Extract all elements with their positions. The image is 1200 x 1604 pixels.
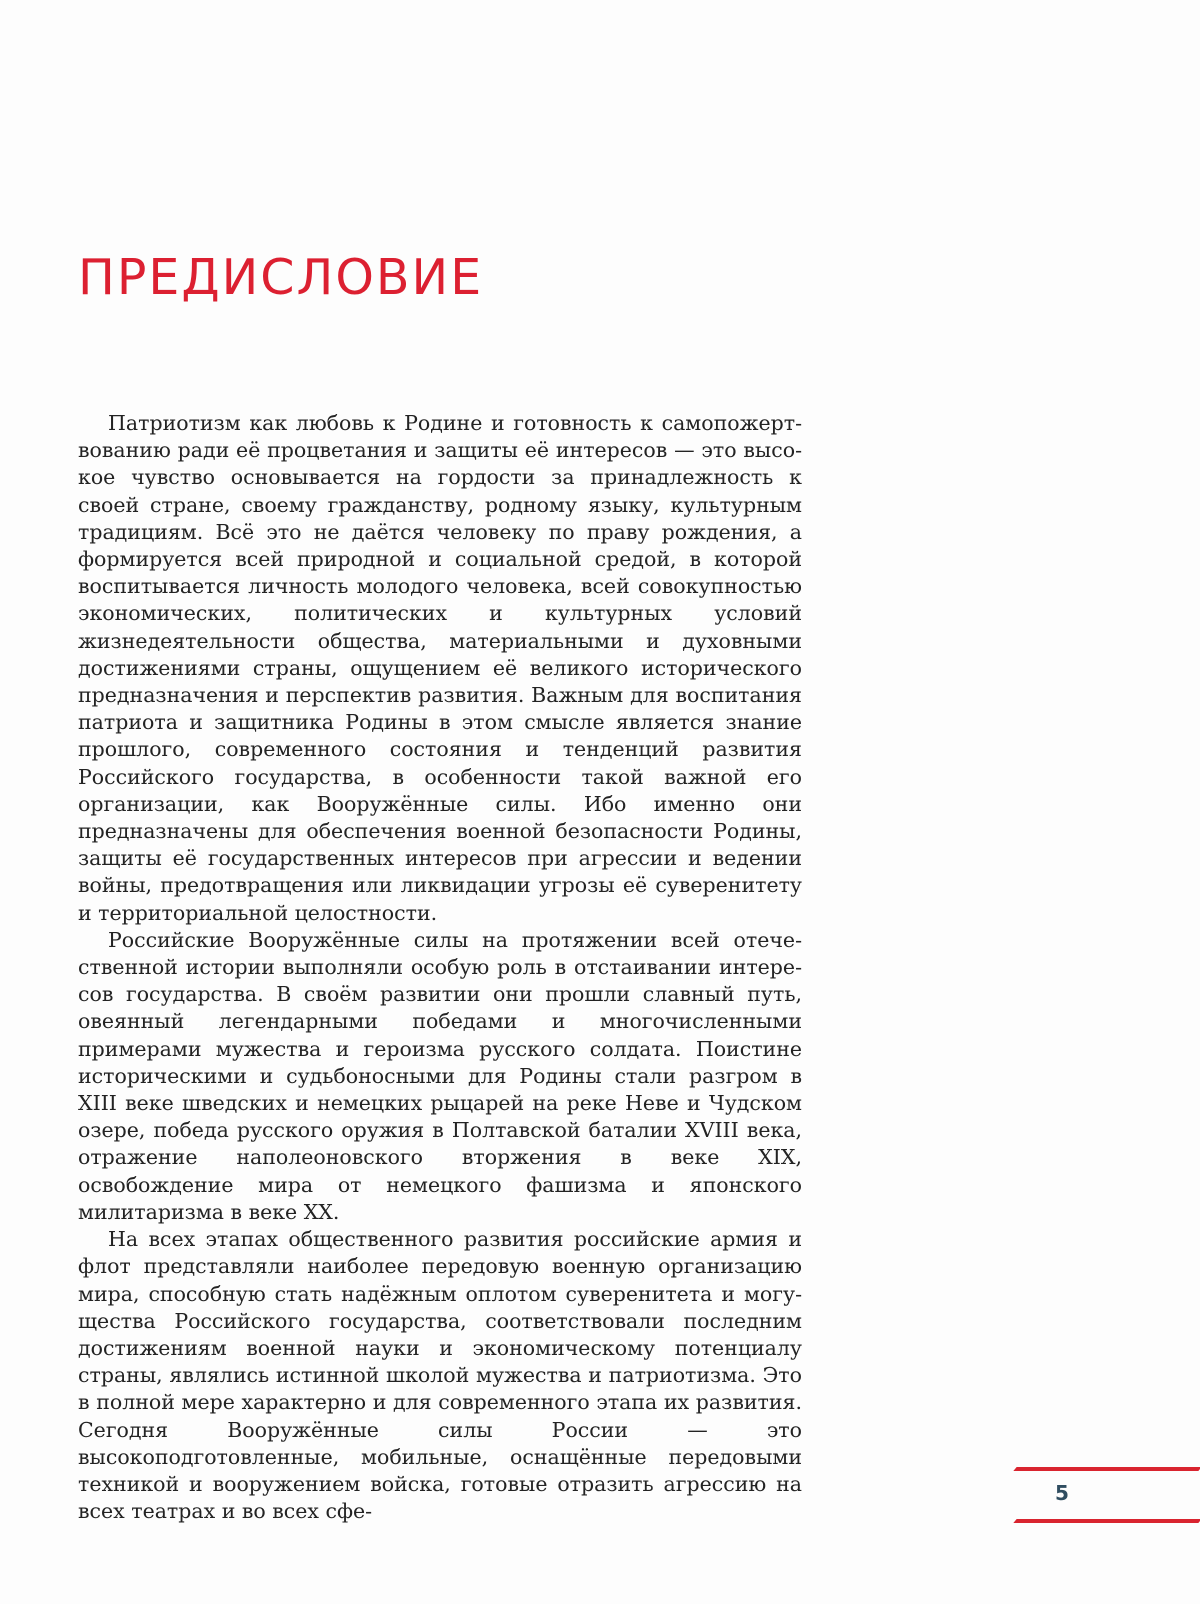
paragraph: На всех этапах общественного развития российские армия и флот представляли наиболее передовую военную организацию мира, способную стать надёжным оплотом суверенитета и могущества Российского государства, соответствовали последним достижениям военной науки и экономическому потенциалу страны, являлись истинной школой мужества и патриотизма. Это в полной мере характерно и для современного этапа их развития. Сегодня Вооружённые силы России — это высокоподготовленные, мобильные, оснащённые передовыми техникой и вооружением войска, готовые отразить агрессию на всех театрах и во всех сфе-: [78, 1227, 802, 1524]
page-number: 5: [1055, 1481, 1069, 1505]
page-number-tab: [1015, 1467, 1200, 1523]
preface-text: [78, 410, 802, 1525]
page-tab-top-line: [1013, 1467, 1200, 1471]
paragraph: Российские Вооружённые силы на протяжении всей отечественной истории выполняли особую роль в отстаивании интересов государства. В своём развитии они прошли славный путь, овеянный легендарными победами и многочисленными примерами мужества и героизма русского солдата. Поистине историческими и судьбоносными для Родины стали разгром в XIII веке шведских и немецких рыцарей на реке Неве и Чудском озере, победа русского оружия в Полтавской баталии XVIII века, отражение наполеоновского вторжения в веке XIX, освобождение мира от немецкого фашизма и японского милитаризма в веке XX.: [78, 927, 802, 1224]
page-tab-bottom-line: [1013, 1519, 1200, 1523]
paragraph: Патриотизм как любовь к Родине и готовность к самопожертвованию ради её процветания и защиты её интересов — это высокое чувство основывается на гордости за принадлежность к своей стране, своему гражданству, родному языку, культурным традициям. Всё это не даётся человеку по праву рождения, а формируется всей природной и социальной средой, в которой воспитывается личность молодого человека, всей совокупностью экономических, политических и культурных условий жизнедеятельности общества, материальными и духовными достижениями страны, ощущением её великого исторического предназначения и перспектив развития. Важным для воспитания патриота и защитника Родины в этом смысле является знание прошлого, современного состояния и тенденций развития Российского государства, в особенности такой важной его организации, как Вооружённые силы. Ибо именно они предназначены для обеспечения военной безопасности Родины, защиты её государственных интересов при агрессии и ведении войны, предотвращения или ликвидации угрозы её суверенитету и территориальной целостности.: [78, 411, 802, 925]
page-title: ПРЕДИСЛОВИЕ: [78, 249, 484, 306]
